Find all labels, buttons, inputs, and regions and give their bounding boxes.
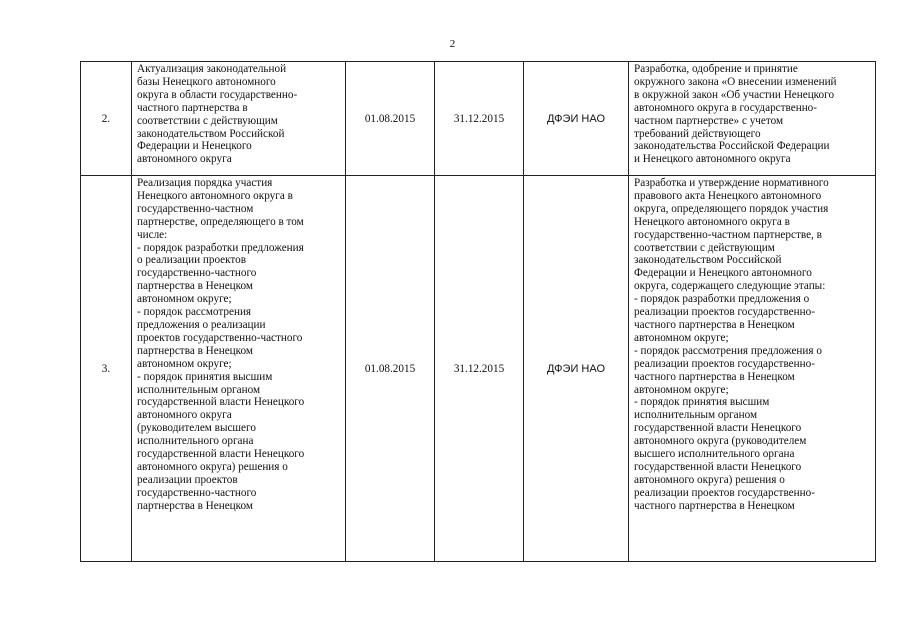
text-line: - порядок принятия высшим <box>137 370 273 383</box>
text-line: партнерстве, определяющего в том <box>137 215 304 228</box>
text-line: государственной власти Ненецкого <box>137 448 305 461</box>
text-line: Федерации и Ненецкого <box>137 140 252 153</box>
text-line: округа, определяющего порядок участия <box>634 202 829 215</box>
text-line: Ненецкого автономного округа в <box>634 215 790 228</box>
text-line: государственной власти Ненецкого <box>634 422 802 435</box>
text-line: партнерства в Ненецком <box>137 344 253 357</box>
start-date: 01.08.2015 <box>346 62 435 176</box>
result-text <box>634 177 870 561</box>
row-number: 2. <box>81 62 132 176</box>
text-line: исполнительным органом <box>634 409 758 422</box>
text-line: Федерации и Ненецкого автономного <box>634 267 812 280</box>
text-line: предложения о реализации <box>137 318 266 331</box>
text-line: округа в области государственно- <box>137 88 298 101</box>
text-line: автономного округа <box>137 409 232 422</box>
plan-table <box>80 61 876 562</box>
text-line: исполнительного органа <box>137 435 254 448</box>
text-line: автономного округа <box>137 153 232 166</box>
text-line: государственно-частного <box>137 267 257 280</box>
text-line: Разработка, одобрение и принятие <box>634 63 798 75</box>
text-line: Реализация порядка участия <box>137 177 273 189</box>
activity-text <box>137 63 340 175</box>
text-line: округа, содержащего следующие этапы: <box>634 280 826 293</box>
text-line: автономном округе; <box>634 383 729 396</box>
page-number: 2 <box>449 38 456 50</box>
text-line: автономного округа) решения о <box>634 473 785 486</box>
text-line: реализации проектов <box>137 473 238 486</box>
text-line: законодательством Российской <box>137 127 285 140</box>
text-line: проектов государственно-частного <box>137 331 303 344</box>
text-line: Ненецкого автономного округа в <box>137 189 293 202</box>
activity-cell <box>132 176 346 562</box>
text-line: Разработка и утверждение нормативного <box>634 177 829 189</box>
result-text <box>634 63 870 175</box>
text-line: государственной власти Ненецкого <box>137 396 305 409</box>
result-cell <box>629 62 876 176</box>
text-line: частного партнерства в Ненецком <box>634 499 795 512</box>
text-line: законодательства Российской Федерации <box>634 140 830 153</box>
text-line: автономного округа (руководителем <box>634 435 807 448</box>
start-date: 01.08.2015 <box>346 176 435 562</box>
activity-cell <box>132 62 346 176</box>
text-line: частном партнерстве» с учетом <box>634 114 784 127</box>
text-line: окружного закона «О внесении изменений <box>634 75 837 88</box>
text-line: автономном округе; <box>137 293 232 306</box>
text-line: автономного округа в государственно- <box>634 101 818 114</box>
text-line: реализации проектов государственно- <box>634 357 815 370</box>
text-line: реализации проектов государственно- <box>634 486 815 499</box>
text-line: партнерства в Ненецком <box>137 280 253 293</box>
text-line: законодательством Российской <box>634 254 782 267</box>
text-line: государственно-частном <box>137 202 254 215</box>
text-line: высшего исполнительного органа <box>634 448 795 461</box>
text-line: автономного округа) решения о <box>137 460 288 473</box>
text-line: частного партнерства в Ненецком <box>634 318 795 331</box>
text-line: требований действующего <box>634 127 761 140</box>
text-line: и Ненецкого автономного округа <box>634 153 791 166</box>
table-row <box>81 176 876 562</box>
text-line: исполнительным органом <box>137 383 261 396</box>
text-line: государственно-частном партнерстве, в <box>634 228 822 241</box>
text-line: (руководителем высшего <box>137 422 256 435</box>
text-line: соответствии с действующим <box>137 114 278 127</box>
text-line: партнерства в Ненецком <box>137 499 253 512</box>
row-number: 3. <box>81 176 132 562</box>
text-line: - порядок рассмотрения предложения о <box>634 344 822 357</box>
table-row <box>81 62 876 176</box>
text-line: государственной власти Ненецкого <box>634 460 802 473</box>
executor: ДФЭИ НАО <box>524 176 629 562</box>
end-date: 31.12.2015 <box>435 62 524 176</box>
text-line: реализации проектов государственно- <box>634 306 815 319</box>
activity-text <box>137 177 340 561</box>
text-line: - порядок разработки предложения о <box>634 293 810 306</box>
text-line: о реализации проектов <box>137 254 247 267</box>
text-line: в окружной закон «Об участии Ненецкого <box>634 88 835 101</box>
executor: ДФЭИ НАО <box>524 62 629 176</box>
text-line: числе: <box>137 228 168 241</box>
result-cell <box>629 176 876 562</box>
text-line: частного партнерства в <box>137 101 248 114</box>
text-line: правового акта Ненецкого автономного <box>634 189 822 202</box>
text-line: частного партнерства в Ненецком <box>634 370 795 383</box>
text-line: - порядок разработки предложения <box>137 241 304 254</box>
text-line: базы Ненецкого автономного <box>137 75 276 88</box>
text-line: государственно-частного <box>137 486 257 499</box>
text-line: автономном округе; <box>634 331 729 344</box>
text-line: - порядок рассмотрения <box>137 306 252 319</box>
text-line: - порядок принятия высшим <box>634 396 770 409</box>
text-line: Актуализация законодательной <box>137 63 287 75</box>
end-date: 31.12.2015 <box>435 176 524 562</box>
text-line: автономном округе; <box>137 357 232 370</box>
text-line: соответствии с действующим <box>634 241 775 254</box>
